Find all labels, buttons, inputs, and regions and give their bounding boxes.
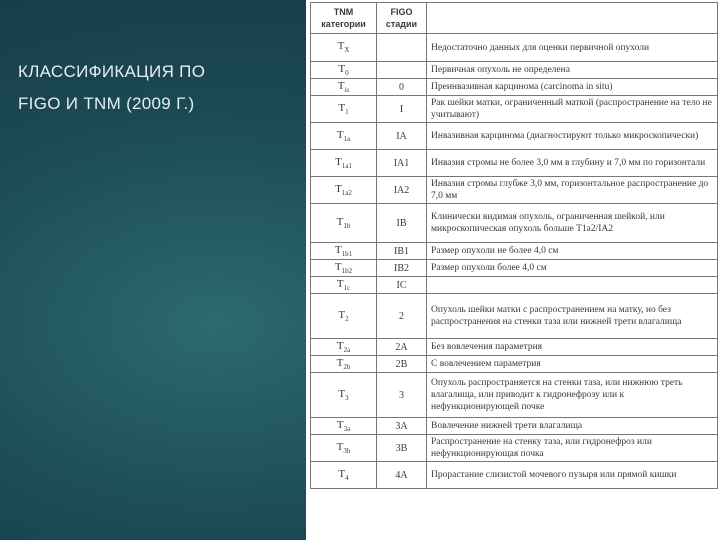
tnm-category-subscript: 1a: [343, 135, 351, 144]
tnm-category-subscript: 1b1: [341, 250, 353, 259]
tnm-category-letter: T: [336, 128, 344, 141]
table-row: [311, 435, 718, 462]
description-cell: Опухоль шейки матки с распространением на матку, но без распространения на стенки таза или нижней трети влагалища: [427, 294, 718, 339]
tnm-category-subscript: 2b: [343, 363, 351, 372]
figo-stage-cell: 2: [377, 294, 427, 339]
figo-stage-cell: I: [377, 96, 427, 123]
tnm-category-cell: [311, 277, 377, 294]
tnm-category-letter: T: [335, 182, 342, 195]
description-cell: Размер опухоли более 4,0 см: [427, 260, 718, 277]
description-cell: Инвазия стромы глубже 3,0 мм, горизонтальное распространение до 7,0 мм: [427, 177, 718, 204]
slide-title-line-1: КЛАССИФИКАЦИЯ ПО: [18, 62, 206, 81]
tnm-category-cell: [311, 34, 377, 62]
figo-stage-cell: IB2: [377, 260, 427, 277]
tnm-category-subscript: 3: [345, 394, 349, 403]
description-cell: Опухоль распространяется на стенки таза, или нижнюю треть влагалища, или приводит к гидронефрозу или к нефункционирующей почке: [427, 373, 718, 418]
table-row: [311, 418, 718, 435]
table-row: [311, 243, 718, 260]
table-row: [311, 62, 718, 79]
tnm-category-cell: [311, 294, 377, 339]
tnm-category-subscript: 0: [345, 69, 349, 78]
tnm-category-letter: T: [336, 440, 344, 453]
tnm-category-subscript: 4: [345, 474, 349, 483]
figo-stage-cell: IB1: [377, 243, 427, 260]
table-row: [311, 277, 718, 294]
tnm-category-cell: [311, 435, 377, 462]
tnm-category-cell: [311, 204, 377, 243]
tnm-category-letter: T: [337, 40, 345, 53]
tnm-category-subscript: X: [344, 46, 350, 55]
figo-stage-cell: [377, 34, 427, 62]
tnm-category-letter: T: [336, 356, 344, 369]
description-cell: Инвазивная карцинома (диагностируют только микроскопически): [427, 123, 718, 150]
tnm-category-cell: [311, 260, 377, 277]
table-row: [311, 260, 718, 277]
tnm-category-subscript: 1b: [343, 222, 351, 231]
figo-stage-cell: IA1: [377, 150, 427, 177]
tnm-category-letter: T: [338, 62, 346, 75]
figo-stage-cell: 3: [377, 373, 427, 418]
figo-stage-cell: 3B: [377, 435, 427, 462]
slide-title-line-2: FIGO И TNM (2009 Г.): [18, 94, 195, 113]
header-figo: FIGO стадии: [377, 3, 427, 34]
figo-stage-cell: 2B: [377, 356, 427, 373]
figo-stage-cell: IB: [377, 204, 427, 243]
description-cell: С вовлечением параметрия: [427, 356, 718, 373]
description-cell: Размер опухоли не более 4,0 см: [427, 243, 718, 260]
description-cell: Без вовлечения параметрия: [427, 339, 718, 356]
tnm-category-subscript: is: [344, 86, 350, 95]
description-cell: Распространение на стенку таза, или гидронефроз или нефункционирующая почка: [427, 435, 718, 462]
header-description: [427, 3, 718, 34]
tnm-category-letter: T: [336, 418, 344, 431]
tnm-category-letter: T: [338, 467, 346, 480]
description-cell: Первичная опухоль не определена: [427, 62, 718, 79]
figo-stage-cell: IA2: [377, 177, 427, 204]
tnm-category-cell: [311, 150, 377, 177]
description-cell: Прорастание слизистой мочевого пузыря или прямой кишки: [427, 462, 718, 489]
tnm-category-letter: T: [337, 79, 345, 92]
figo-stage-cell: 0: [377, 79, 427, 96]
tnm-category-cell: [311, 177, 377, 204]
tnm-category-letter: T: [336, 277, 344, 290]
tnm-category-cell: [311, 123, 377, 150]
tnm-category-letter: T: [338, 308, 346, 321]
tnm-category-letter: T: [336, 215, 344, 228]
tnm-category-subscript: 1a1: [341, 162, 352, 171]
table-row: [311, 204, 718, 243]
description-cell: Вовлечение нижней трети влагалища: [427, 418, 718, 435]
tnm-category-subscript: 1a2: [341, 189, 352, 198]
tnm-category-cell: [311, 339, 377, 356]
classification-document: [306, 0, 720, 540]
figo-stage-cell: 4A: [377, 462, 427, 489]
figo-stage-cell: [377, 62, 427, 79]
tnm-category-subscript: 1: [345, 108, 349, 117]
slide-title: [18, 56, 298, 120]
description-cell: [427, 277, 718, 294]
tnm-category-subscript: 3b: [343, 447, 351, 456]
table-row: [311, 177, 718, 204]
description-cell: Недостаточно данных для оценки первичной опухоли: [427, 34, 718, 62]
tnm-category-subscript: 1c: [343, 284, 351, 293]
description-cell: Клинически видимая опухоль, ограниченная шейкой, или микроскопическая опухоль больше T1a2/IA2: [427, 204, 718, 243]
tnm-category-letter: T: [338, 387, 346, 400]
tnm-category-letter: T: [338, 101, 346, 114]
tnm-category-cell: [311, 243, 377, 260]
tnm-category-letter: T: [334, 243, 342, 256]
tnm-figo-table: [310, 2, 718, 489]
tnm-category-letter: T: [335, 155, 342, 168]
figo-stage-cell: IA: [377, 123, 427, 150]
tnm-category-subscript: 2a: [343, 346, 351, 355]
tnm-category-subscript: 1b2: [341, 267, 353, 276]
table-row: [311, 462, 718, 489]
tnm-category-cell: [311, 418, 377, 435]
figo-stage-cell: IC: [377, 277, 427, 294]
table-row: [311, 150, 718, 177]
tnm-category-subscript: 3a: [343, 425, 351, 434]
table-row: [311, 339, 718, 356]
description-cell: Инвазия стромы не более 3,0 мм в глубину и 7,0 мм по горизонтали: [427, 150, 718, 177]
tnm-category-letter: T: [334, 260, 342, 273]
tnm-category-cell: [311, 79, 377, 96]
table-header-row: [311, 3, 718, 34]
tnm-category-subscript: 2: [345, 315, 349, 324]
description-cell: Преинвазивная карцинома (carcinoma in situ): [427, 79, 718, 96]
tnm-category-cell: [311, 62, 377, 79]
description-cell: Рак шейки матки, ограниченный маткой (распространение на тело не учитывают): [427, 96, 718, 123]
table-row: [311, 356, 718, 373]
tnm-category-cell: [311, 373, 377, 418]
table-row: [311, 34, 718, 62]
table-row: [311, 96, 718, 123]
table-row: [311, 123, 718, 150]
figo-stage-cell: 2A: [377, 339, 427, 356]
tnm-category-cell: [311, 462, 377, 489]
table-row: [311, 373, 718, 418]
tnm-category-cell: [311, 96, 377, 123]
tnm-category-cell: [311, 356, 377, 373]
figo-stage-cell: 3A: [377, 418, 427, 435]
header-tnm: TNM категории: [311, 3, 377, 34]
tnm-category-letter: T: [336, 339, 344, 352]
table-row: [311, 79, 718, 96]
table-row: [311, 294, 718, 339]
